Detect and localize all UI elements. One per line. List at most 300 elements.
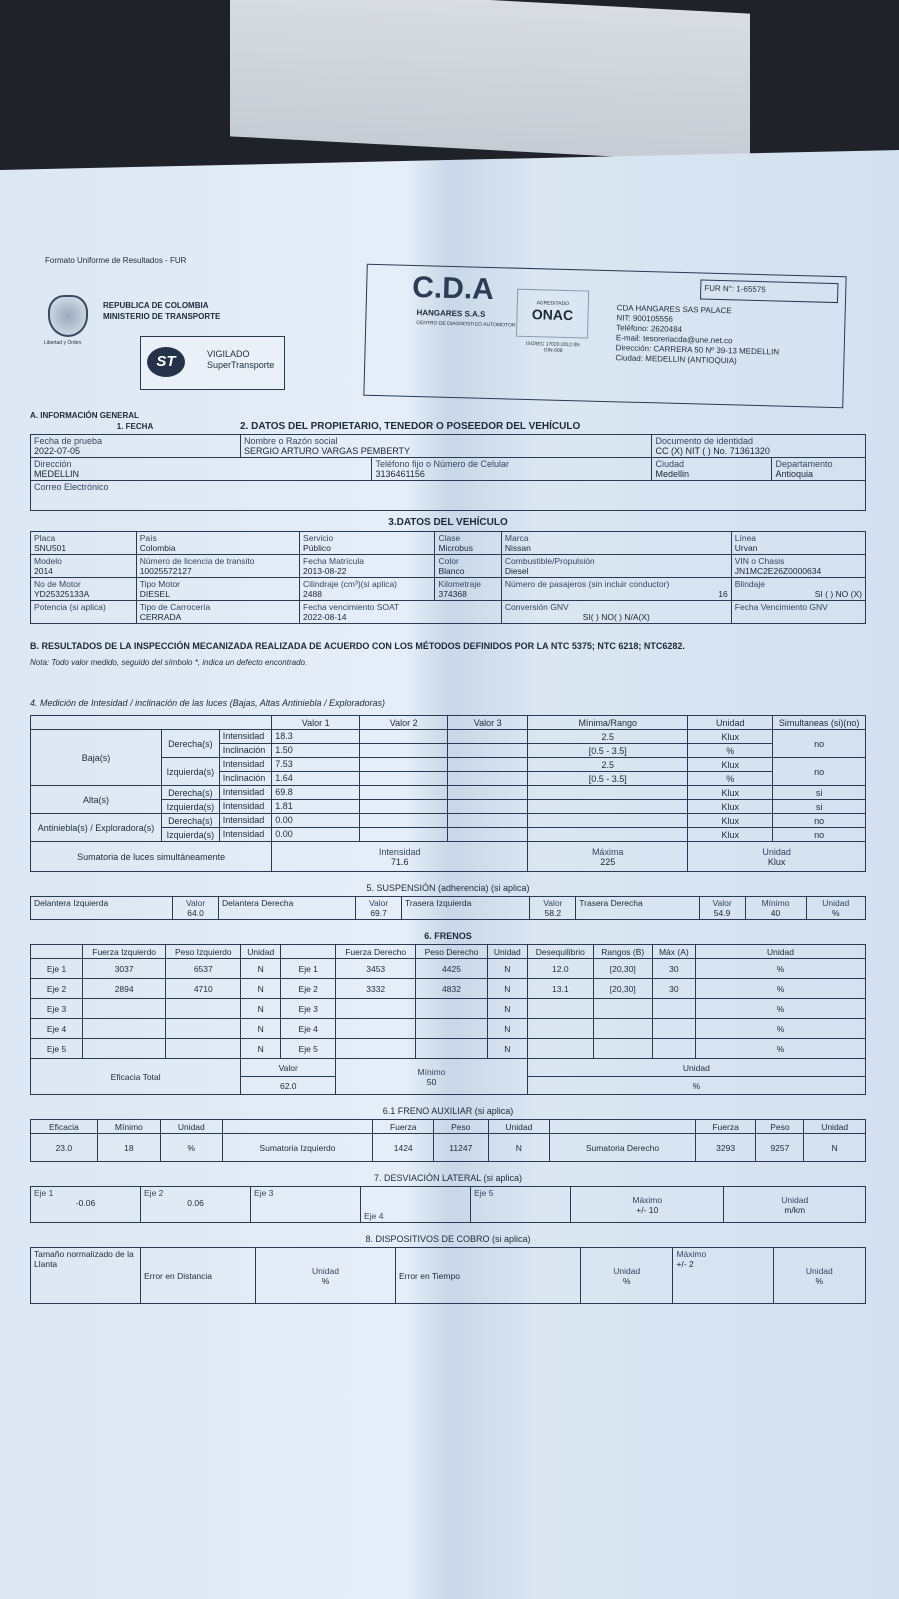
ef-unit-value: %	[527, 1077, 865, 1095]
linea-value: Urvan	[734, 543, 758, 553]
group-label: Alta(s)	[31, 786, 162, 814]
unidad-izq: N	[241, 1019, 281, 1039]
section-a-header	[30, 410, 866, 432]
tamano-label: Tamaño normalizado de la Llanta	[31, 1248, 141, 1304]
carroceria-value: CERRADA	[139, 612, 182, 622]
fecha-value: 2022-07-05	[34, 446, 81, 456]
measure-label: Intensidad	[219, 786, 271, 800]
sum-value: 71.6	[390, 856, 409, 867]
et-unit-label: Unidad	[613, 1265, 641, 1276]
side-label: Izquierda(s)	[161, 758, 219, 786]
peso-der	[416, 1019, 488, 1039]
aux-si-peso: 11247	[434, 1134, 488, 1162]
pasajeros-value: 16	[718, 589, 728, 599]
col-unidad-der: Unidad	[487, 945, 527, 959]
aux-si-peso-label: Peso	[434, 1120, 488, 1134]
fuerza-izq: 2894	[83, 979, 166, 999]
fuerza-der: 3453	[336, 959, 416, 979]
lights-row	[31, 814, 866, 828]
fuerza-izq	[83, 999, 166, 1019]
simultanea: no	[773, 758, 866, 786]
desv-unit-label: Unidad	[781, 1194, 809, 1205]
col-max: Máx (A)	[652, 945, 695, 959]
aux-brake-table	[30, 1119, 866, 1162]
peso-izq	[166, 1019, 241, 1039]
blindaje-value: SI ( ) NO (X)	[814, 589, 862, 599]
unidad: %	[696, 1039, 866, 1059]
minimo	[528, 800, 688, 814]
desv-e5-label: Eje 5	[474, 1188, 494, 1198]
rangos: [20,30]	[593, 959, 652, 979]
max: 30	[652, 979, 695, 999]
cda-email: E-mail: tesoreriacda@une.net.co	[615, 333, 733, 346]
gnv-label: Conversión GNV	[504, 602, 569, 612]
kilometraje-label: Kilometraje	[438, 579, 481, 589]
eficacia-label: Eficacia Total	[31, 1059, 241, 1095]
supertransporte-logo	[140, 336, 285, 390]
measure-label: Intensidad	[219, 828, 271, 842]
unidad: Klux	[688, 828, 773, 842]
clase-label: Clase	[438, 533, 461, 543]
unidad: Klux	[688, 800, 773, 814]
suspension-title: 5. SUSPENSIÓN (adherencia) (si aplica)	[366, 883, 530, 893]
desv-e1-value: -0.06	[75, 1198, 96, 1208]
max: 30	[652, 959, 695, 979]
unidad: %	[688, 772, 773, 786]
measure-label: Inclinación	[219, 772, 271, 786]
valor2	[360, 786, 448, 800]
desv-e3-label: Eje 3	[254, 1188, 274, 1198]
valor1: 1.50	[272, 744, 360, 758]
measure-label: Intensidad	[219, 758, 271, 772]
republic-label: REPUBLICA DE COLOMBIA	[103, 301, 209, 310]
rangos	[593, 999, 652, 1019]
minimo: [0.5 - 3.5]	[528, 772, 688, 786]
di-valor-label: Valor	[185, 898, 206, 908]
col-rangos: Rangos (B)	[593, 945, 652, 959]
eje-label: Eje 1	[31, 959, 83, 979]
cda-logo: C.D.A	[411, 270, 495, 307]
unidad: Klux	[688, 758, 773, 772]
col-valor2: Valor 2	[360, 716, 448, 730]
susp-min-value: 40	[770, 908, 781, 918]
depto-label: Departamento	[775, 459, 833, 469]
aux-si-label: Sumatoria Izquierdo	[222, 1134, 373, 1162]
col-fuerza-izq: Fuerza Izquierdo	[83, 945, 166, 959]
td-valor-label: Valor	[712, 898, 732, 908]
vin-label: VIN o Chasis	[734, 556, 785, 566]
fecha-gnv-label: Fecha Vencimiento GNV	[734, 602, 828, 612]
valor2	[360, 800, 448, 814]
modelo-label: Modelo	[34, 556, 62, 566]
cda-sub: HANGARES S.A.S	[416, 308, 486, 319]
fecha-matricula-label: Fecha Matrícula	[303, 556, 364, 566]
color-label: Color	[438, 556, 459, 566]
servicio-value: Público	[303, 543, 331, 553]
side-label: Izquierda(s)	[161, 828, 219, 842]
cda-box	[363, 264, 846, 409]
valor2	[360, 758, 448, 772]
max	[652, 1039, 695, 1059]
unidad: %	[696, 979, 866, 999]
ef-min-value: 50	[426, 1076, 437, 1087]
dd-value: 69.7	[370, 908, 387, 918]
onac-acc: ACREDITADO	[536, 300, 570, 308]
side-label: Derecha(s)	[161, 786, 219, 800]
minimo: 2.5	[528, 730, 688, 744]
measure-label: Intensidad	[219, 730, 271, 744]
unit-value: Klux	[767, 856, 786, 867]
carroceria-label: Tipo de Carrocería	[139, 602, 211, 612]
vin-value: JN1MC2E26Z0000634	[734, 566, 822, 576]
fuerza-der: 3332	[336, 979, 416, 999]
group-label: Baja(s)	[31, 730, 162, 786]
aux-min-value: 18	[97, 1134, 160, 1162]
aux-sd-peso: 9257	[756, 1134, 804, 1162]
soat-value: 2022-08-14	[303, 612, 347, 622]
valor2	[360, 730, 448, 744]
onac-text: ONAC	[531, 306, 574, 324]
side-label: Derecha(s)	[161, 730, 219, 758]
aux-sd-fuerza-label: Fuerza	[695, 1120, 756, 1134]
desv-max-value: +/- 10	[636, 1204, 659, 1215]
peso-izq: 6537	[166, 959, 241, 979]
fuerza-izq: 3037	[83, 959, 166, 979]
unidad-izq: N	[241, 979, 281, 999]
vehicle-table	[30, 531, 866, 624]
valor1: 0.00	[272, 814, 360, 828]
di-value: 64.0	[187, 908, 204, 918]
brakes-title: 6. FRENOS	[424, 931, 472, 941]
aux-unit-label: Unidad	[161, 1120, 223, 1134]
ti-value: 58.2	[544, 908, 562, 918]
eje-label: Eje 4	[31, 1019, 83, 1039]
fecha-title: 1. FECHA	[116, 422, 154, 431]
desv-unit-value: m/km	[784, 1204, 806, 1215]
susp-unit-label: Unidad	[822, 898, 850, 908]
valor3	[448, 786, 528, 800]
brake-row	[31, 999, 866, 1019]
valor1: 0.00	[272, 828, 360, 842]
unidad-der: N	[487, 1019, 527, 1039]
eje-label-der: Eje 4	[281, 1019, 336, 1039]
desequilibrio: 13.1	[527, 979, 593, 999]
et-unit-value: %	[622, 1275, 631, 1286]
desequilibrio: 12.0	[527, 959, 593, 979]
general-info-table	[30, 434, 866, 511]
minimo	[528, 786, 688, 800]
kilometraje-value: 374368	[438, 589, 467, 599]
unidad-der: N	[487, 979, 527, 999]
col-peso-izq: Peso Izquierdo	[166, 945, 241, 959]
nombre-value: SERGIO ARTURO VARGAS PEMBERTY	[244, 446, 411, 456]
aux-si-fuerza: 1424	[373, 1134, 434, 1162]
dir-label: Dirección	[34, 459, 72, 469]
valor3	[448, 828, 528, 842]
sum-label: Sumatoria de luces simultáneamente	[31, 842, 272, 872]
di-label: Delantera Izquierda	[31, 897, 173, 920]
aux-sd-unit: N	[804, 1134, 866, 1162]
valor3	[448, 814, 528, 828]
valor3	[448, 772, 528, 786]
valor2	[360, 828, 448, 842]
unidad-izq: N	[241, 959, 281, 979]
valor2	[360, 814, 448, 828]
fecha-label: Fecha de prueba	[34, 436, 103, 446]
valor3	[448, 730, 528, 744]
lights-row	[31, 730, 866, 744]
desequilibrio	[527, 1039, 593, 1059]
ef-value: 62.0	[241, 1077, 336, 1095]
st-name: SuperTransporte	[207, 360, 275, 370]
valor1: 18.3	[272, 730, 360, 744]
fuerza-izq	[83, 1039, 166, 1059]
ministry-label: MINISTERIO DE TRANSPORTE	[103, 312, 221, 321]
unidad-izq: N	[241, 999, 281, 1019]
eje-label-der: Eje 2	[281, 979, 336, 999]
col-peso-der: Peso Derecho	[416, 945, 488, 959]
ef-valor-label: Valor	[241, 1059, 336, 1077]
eje-label-der: Eje 1	[281, 959, 336, 979]
desv-e2-value: 0.06	[187, 1198, 204, 1208]
col-valor3: Valor 3	[448, 716, 528, 730]
unit-label: Unidad	[762, 846, 791, 857]
dir-value: MEDELLIN	[34, 469, 80, 479]
cobro-max-label: Máximo	[676, 1249, 707, 1259]
unidad-der: N	[487, 999, 527, 1019]
potencia-label: Potencia (si aplica)	[34, 602, 106, 612]
peso-izq	[166, 1039, 241, 1059]
eje-label-der: Eje 3	[281, 999, 336, 1019]
minimo	[528, 828, 688, 842]
brake-row	[31, 1039, 866, 1059]
sum-int-label: Intensidad	[378, 846, 421, 857]
cda-address: Dirección: CARRERA 50 Nº 39-13 MEDELLIN	[615, 343, 780, 357]
peso-der	[416, 999, 488, 1019]
desv-max-label: Máximo	[632, 1194, 663, 1205]
sum-cell	[272, 842, 528, 872]
form-title: Formato Uniforme de Resultados - FUR	[45, 256, 187, 265]
aux-ef-label: Eficacia	[31, 1120, 98, 1134]
eje-label: Eje 3	[31, 999, 83, 1019]
td-label: Trasera Derecha	[576, 897, 699, 920]
cda-info	[615, 303, 780, 367]
cobro-unit-label: Unidad	[805, 1265, 833, 1276]
section-b-title: B. RESULTADOS DE LA INSPECCIÓN MECANIZADA REALIZADA DE ACUERDO CON LOS MÉTODOS DEFINIDOS POR LA NTC 5375; NTC 6218; NTC6282.	[30, 641, 685, 651]
desv-e2-label: Eje 2	[144, 1188, 164, 1198]
blindaje-label: Blindaje	[734, 579, 765, 589]
onac-logo	[516, 289, 589, 339]
gnv-value: SI( ) NO( ) N/A(X)	[582, 612, 650, 622]
cda-tel: Teléfono: 2620484	[616, 323, 683, 335]
cda-name: CDA HANGARES SAS PALACE	[616, 303, 732, 316]
modelo-value: 2014	[34, 566, 53, 576]
valor2	[360, 772, 448, 786]
simultanea: no	[773, 814, 866, 828]
suspension-table	[30, 896, 866, 920]
eje-label-der: Eje 5	[281, 1039, 336, 1059]
susp-unit-value: %	[831, 908, 840, 918]
max-cell	[528, 842, 688, 872]
max-value: 225	[600, 856, 616, 867]
cobro-max-value: +/- 2	[676, 1259, 694, 1269]
cilindraje-label: Cilindraje (cm³)(si aplica)	[303, 579, 398, 589]
valor3	[448, 744, 528, 758]
col-simultaneas: Simultaneas (si)(no)	[773, 716, 866, 730]
error-distancia-label: Error en Distancia	[141, 1248, 256, 1304]
cda-tag: CENTRO DE DIAGNOSTICO AUTOMOTOR	[416, 320, 516, 329]
valor3	[448, 800, 528, 814]
ciudad-label: Ciudad	[655, 459, 684, 469]
tel-label: Teléfono fijo o Número de Celular	[375, 459, 510, 469]
licencia-label: Número de licencia de transito	[139, 556, 255, 566]
servicio-label: Servicio	[303, 533, 334, 543]
unidad: %	[696, 1019, 866, 1039]
combustible-value: Diesel	[504, 566, 529, 576]
rangos	[593, 1019, 652, 1039]
minimo: 2.5	[528, 758, 688, 772]
fuerza-der	[336, 1019, 416, 1039]
color-value: Blanco	[438, 566, 465, 576]
cilindraje-value: 2488	[303, 589, 322, 599]
susp-min-label: Mínimo	[761, 898, 790, 908]
tipo-motor-value: DIESEL	[139, 589, 170, 599]
aux-sd-fuerza: 3293	[695, 1134, 756, 1162]
fecha-matricula-value: 2013-08-22	[303, 566, 347, 576]
simultanea: si	[773, 800, 866, 814]
licencia-value: 10025572127	[139, 566, 192, 576]
cobro-unit-value: %	[815, 1275, 824, 1286]
aux-min-label: Mínimo	[97, 1120, 160, 1134]
brakes-table	[30, 944, 866, 1095]
fuerza-izq	[83, 1019, 166, 1039]
pais-value: Colombia	[139, 543, 176, 553]
ef-unit-label: Unidad	[527, 1059, 865, 1077]
brake-row	[31, 959, 866, 979]
envelope-background	[230, 0, 750, 164]
eje-label: Eje 5	[31, 1039, 83, 1059]
lights-title: 4. Medición de Intesidad / inclinación de las luces (Bajas, Altas Antiniebla / Exploradoras)	[30, 698, 386, 708]
ti-label: Trasera Izquierda	[402, 897, 530, 920]
desequilibrio	[527, 999, 593, 1019]
colombia-coat-of-arms-icon	[48, 295, 88, 337]
ed-unit-label: Unidad	[312, 1265, 339, 1276]
col-fuerza-der: Fuerza Derecho	[336, 945, 416, 959]
unit-cell	[688, 842, 866, 872]
marca-value: Nissan	[504, 543, 531, 553]
col-valor1: Valor 1	[272, 716, 360, 730]
brake-row	[31, 979, 866, 999]
col-unidad: Unidad	[688, 716, 773, 730]
valor1: 69.8	[272, 786, 360, 800]
lights-row	[31, 786, 866, 800]
motor-value: YD25325133A	[34, 589, 90, 599]
eje-label: Eje 2	[31, 979, 83, 999]
dd-label: Delantera Derecha	[219, 897, 356, 920]
simultanea: no	[773, 730, 866, 758]
marca-label: Marca	[504, 533, 529, 543]
measure-label: Intensidad	[219, 814, 271, 828]
max	[652, 1019, 695, 1039]
doc-label: Documento de identidad	[655, 436, 754, 446]
correo-label: Correo Electrónico	[34, 482, 109, 492]
fuerza-der	[336, 1039, 416, 1059]
ef-min-cell	[336, 1059, 528, 1095]
aux-sd-label: Sumatoria Derecho	[550, 1134, 696, 1162]
placa-value: SNU501	[34, 543, 67, 553]
aux-si-fuerza-label: Fuerza	[373, 1120, 434, 1134]
measure-label: Intensidad	[219, 800, 271, 814]
simultanea: si	[773, 786, 866, 800]
st-icon: ST	[147, 347, 185, 377]
rangos: [20,30]	[593, 979, 652, 999]
peso-izq: 4710	[166, 979, 241, 999]
aux-si-unit: N	[488, 1134, 550, 1162]
unidad: Klux	[688, 730, 773, 744]
unidad: %	[688, 744, 773, 758]
desv-e1-label: Eje 1	[34, 1188, 54, 1198]
col-desequilibrio: Desequilibrio	[527, 945, 593, 959]
combustible-label: Combustible/Propulsión	[504, 556, 595, 566]
fur-number: FUR N°: 1-65575	[700, 279, 838, 303]
max-label: Máxima	[591, 846, 624, 857]
onac-code: ISO/IEC 17020:2012 09-OIN-008	[525, 340, 581, 354]
unidad-izq: N	[241, 1039, 281, 1059]
owner-title: 2. DATOS DEL PROPIETARIO, TENEDOR O POSEEDOR DEL VEHÍCULO	[240, 421, 581, 432]
ed-unit-value: %	[321, 1275, 330, 1286]
rangos	[593, 1039, 652, 1059]
motor-label: No de Motor	[34, 579, 81, 589]
unidad-der: N	[487, 1039, 527, 1059]
minimo	[528, 814, 688, 828]
valor2	[360, 744, 448, 758]
peso-der	[416, 1039, 488, 1059]
col-minimo: Mínima/Rango	[528, 716, 688, 730]
aux-unit-value: %	[161, 1134, 223, 1162]
minimo: [0.5 - 3.5]	[528, 744, 688, 758]
brake-row	[31, 1019, 866, 1039]
doc-value: CC (X) NIT ( ) No. 71361320	[655, 446, 770, 456]
dd-valor-label: Valor	[368, 898, 389, 908]
side-label: Derecha(s)	[161, 814, 219, 828]
valor1: 7.53	[272, 758, 360, 772]
aux-ef-value: 23.0	[31, 1134, 98, 1162]
td-value: 54.9	[713, 908, 731, 918]
aux-sd-unit-label: Unidad	[804, 1120, 866, 1134]
side-label: Izquierda(s)	[161, 800, 219, 814]
valor1: 1.81	[272, 800, 360, 814]
soat-label: Fecha vencimiento SOAT	[303, 602, 400, 612]
placa-label: Placa	[34, 533, 56, 543]
cda-city: Ciudad: MEDELLIN (ANTIOQUIA)	[615, 353, 737, 366]
max	[652, 999, 695, 1019]
ef-min-label: Mínimo	[417, 1066, 446, 1077]
pais-label: País	[139, 533, 157, 543]
linea-label: Línea	[734, 533, 757, 543]
simultanea: no	[773, 828, 866, 842]
vehicle-title: 3.DATOS DEL VEHÍCULO	[388, 517, 508, 528]
desv-e4-label: Eje 4	[364, 1211, 384, 1221]
section-a-title-col	[30, 410, 240, 432]
depto-value: Antioquia	[775, 469, 813, 479]
aux-si-unit-label: Unidad	[488, 1120, 550, 1134]
group-label: Antiniebla(s) / Exploradora(s)	[31, 814, 162, 842]
peso-der: 4425	[416, 959, 488, 979]
deviation-title: 7. DESVIACIÓN LATERAL (si aplica)	[373, 1173, 523, 1183]
peso-der: 4832	[416, 979, 488, 999]
measure-label: Inclinación	[219, 744, 271, 758]
error-tiempo-label: Error en Tiempo	[396, 1248, 581, 1304]
